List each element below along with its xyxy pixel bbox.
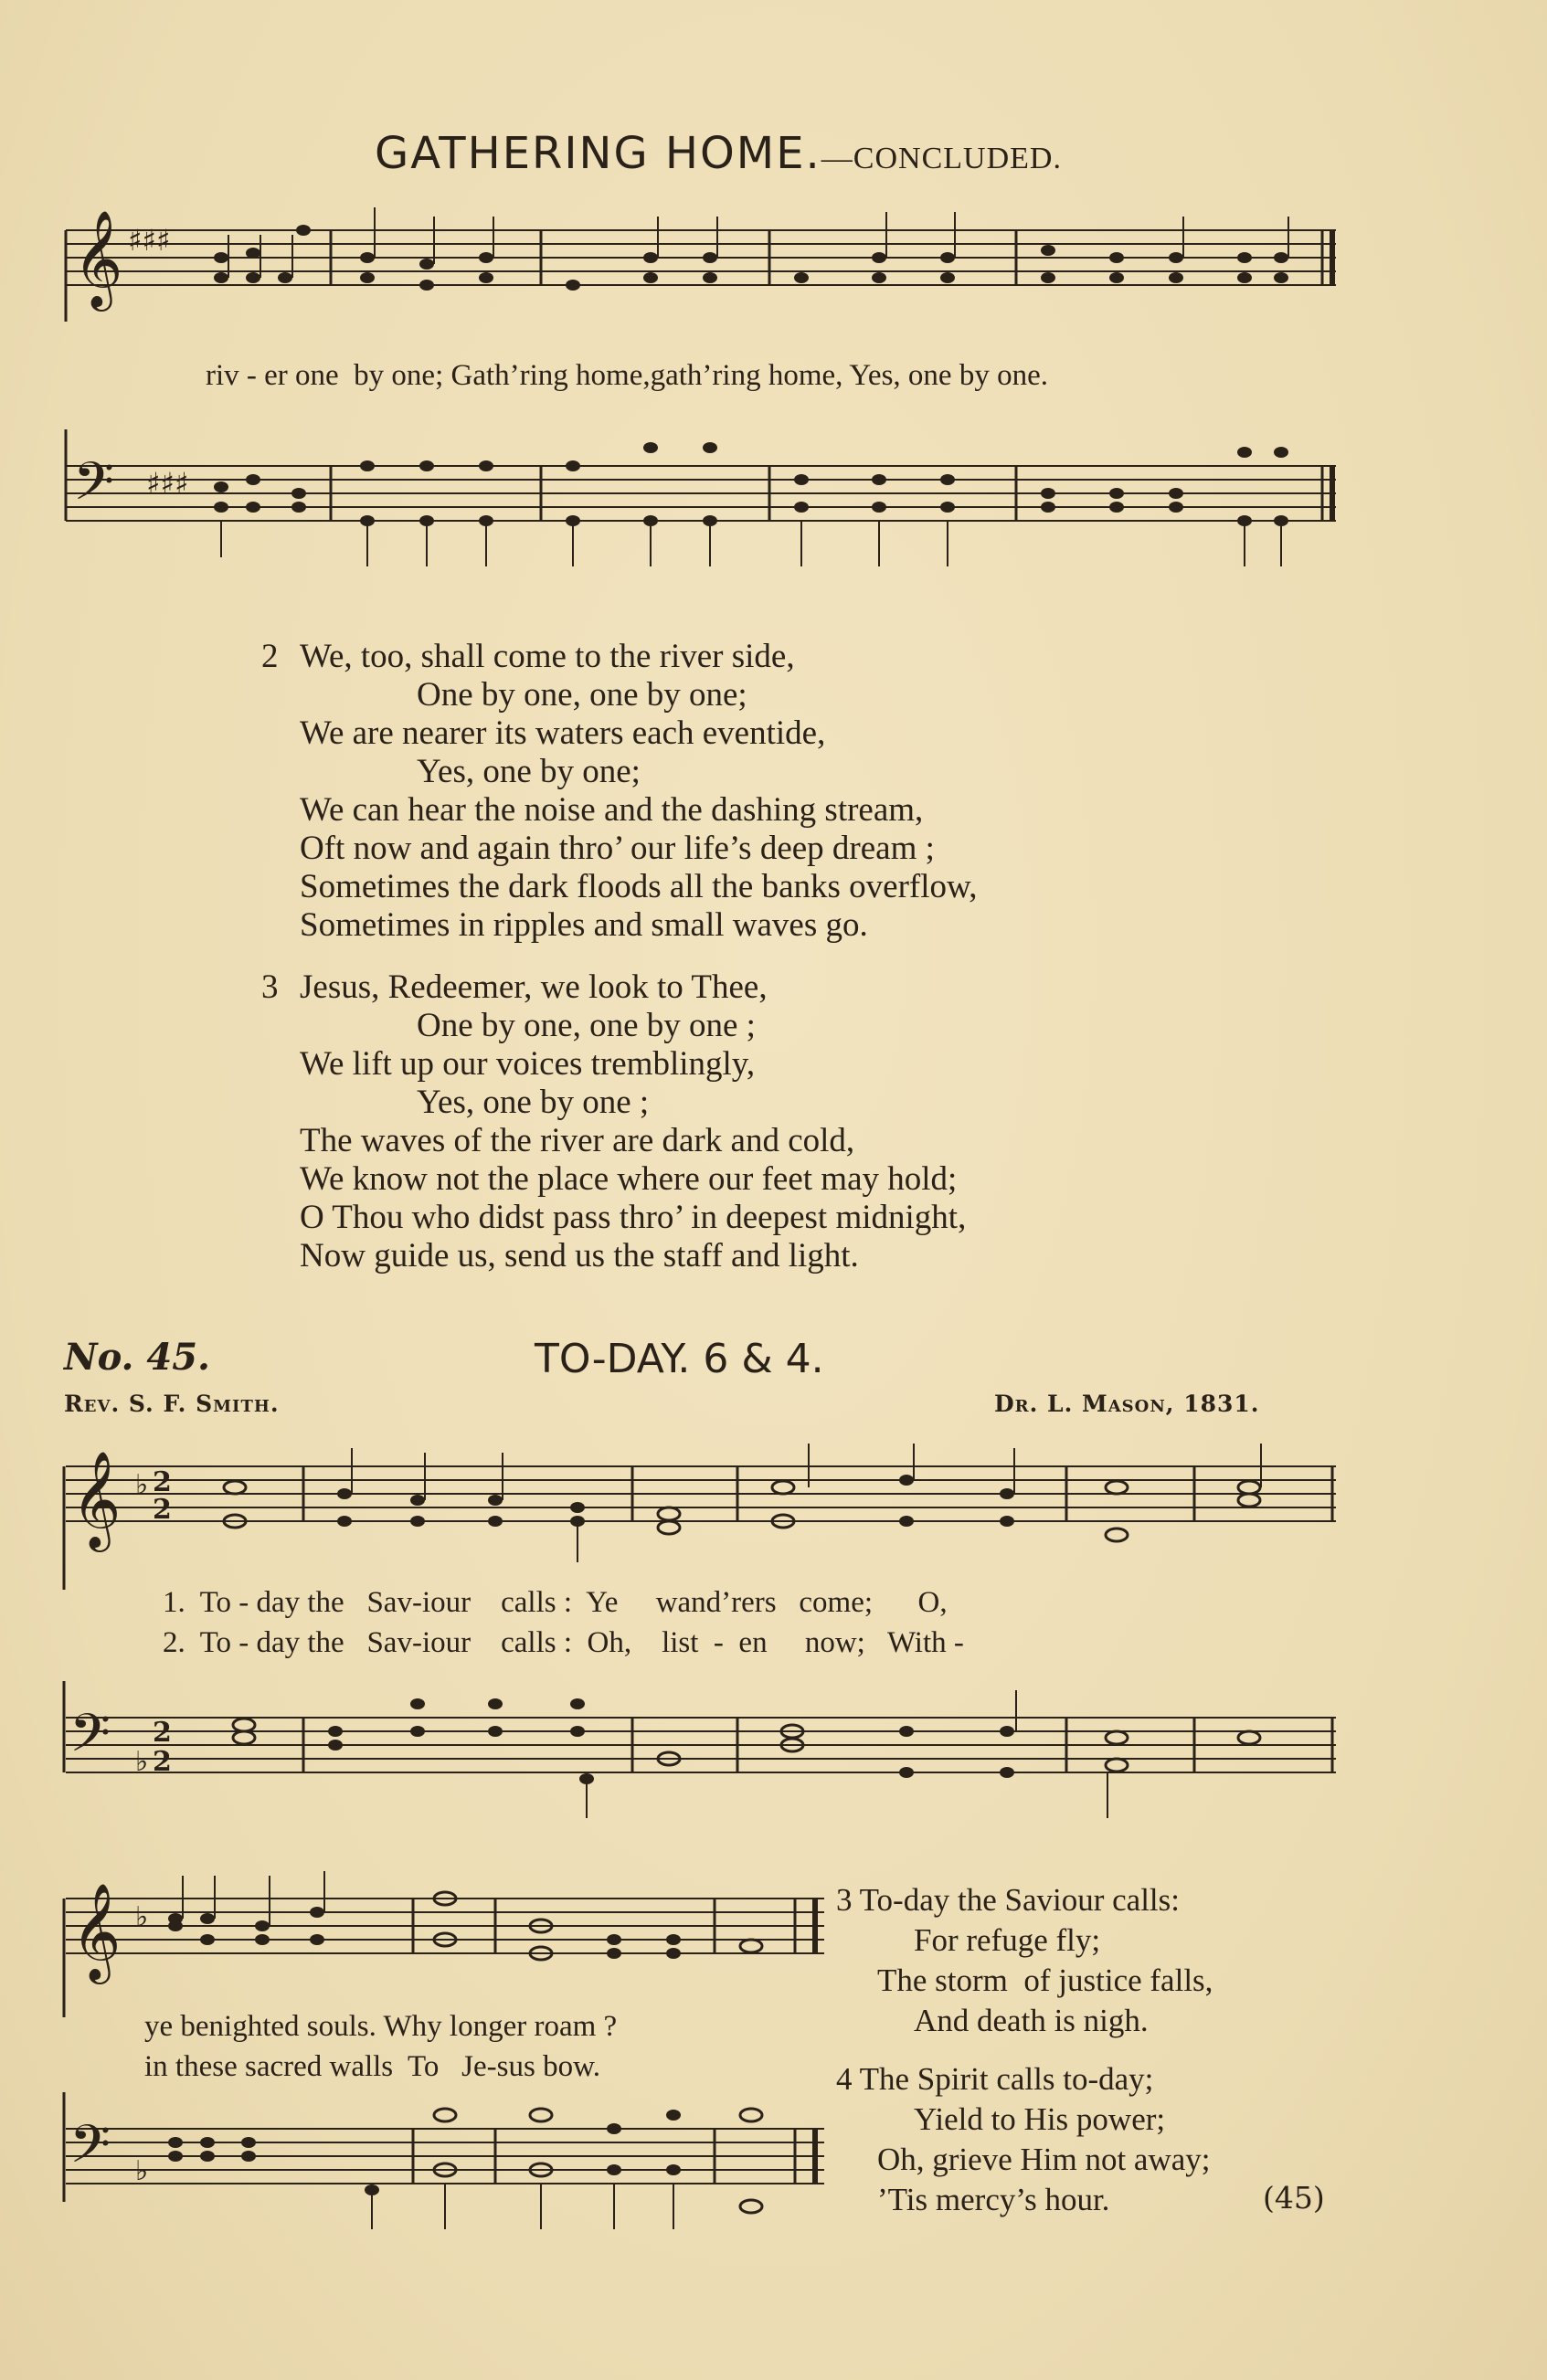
verse-line: One by one, one by one; — [417, 676, 747, 714]
verse-line: We can hear the noise and the dashing stream, — [300, 791, 924, 829]
verse-line: For refuge fly; — [914, 1922, 1101, 1958]
verse-number: 3 — [261, 968, 279, 1006]
hymn-number: No. 45. — [64, 1336, 210, 1379]
verse-line: O Thou who didst pass thro’ in deepest midnight, — [300, 1199, 967, 1236]
svg-text:2: 2 — [153, 1494, 172, 1526]
verse-line: Yield to His power; — [914, 2101, 1166, 2137]
svg-text:♭: ♭ — [135, 1746, 149, 1778]
verse-line: Sometimes the dark floods all the banks overflow, — [300, 868, 978, 905]
treble-staff-1 — [57, 203, 1345, 322]
verse-line: The storm of justice falls, — [877, 1962, 1213, 1998]
treble-staff-3 — [57, 1871, 833, 2017]
verse-line: Oft now and again thro’ our life’s deep dream ; — [300, 830, 935, 867]
lyric-gathering: riv - er one by one; Gath’ring home,gath’ring home, Yes, one by one. — [206, 359, 1048, 392]
lyric-today-3: ye benighted souls. Why longer roam ? — [144, 2010, 618, 2043]
verse-line: One by one, one by one ; — [417, 1007, 756, 1044]
verse-line: And death is nigh. — [914, 2003, 1149, 2038]
title-suffix: —CONCLUDED. — [821, 142, 1062, 175]
verse-line: Oh, grieve Him not away; — [877, 2142, 1211, 2177]
verse-2 — [261, 638, 978, 945]
verse-number: 3 — [836, 1882, 853, 1918]
verse-line: Yes, one by one ; — [417, 1084, 650, 1121]
svg-text:𝄞: 𝄞 — [71, 1450, 122, 1548]
lyric-today-2: 2. To - day the Sav-iour calls : Oh, list - en now; With - — [163, 1626, 964, 1659]
author-credit: Rev. S. F. Smith. — [64, 1391, 280, 1417]
bass-staff-1 — [57, 429, 1345, 603]
composer-credit: Dr. L. Mason, 1831. — [994, 1391, 1260, 1417]
lyric-today-4: in these sacred walls To Je-sus bow. — [144, 2050, 601, 2083]
hymn-title-today: TO-DAY. 6 & 4. — [535, 1336, 824, 1382]
svg-text:𝄢: 𝄢 — [73, 450, 115, 525]
hymn-title: GATHERING HOME. — [375, 128, 821, 179]
verse-line: The waves of the river are dark and cold, — [300, 1122, 855, 1159]
verse-number: 4 — [836, 2061, 853, 2097]
verse-line: ’Tis mercy’s hour. — [877, 2182, 1110, 2217]
bass-staff-2 — [57, 1681, 1345, 1836]
svg-text:♭: ♭ — [135, 2155, 149, 2187]
svg-text:♯♯♯: ♯♯♯ — [128, 223, 171, 258]
svg-text:2: 2 — [153, 1717, 172, 1749]
verse-line: We, too, shall come to the river side, — [300, 638, 795, 675]
verse-3 — [261, 968, 967, 1275]
verse-line: Now guide us, send us the staff and light. — [300, 1237, 859, 1275]
bass-staff-3 — [57, 2092, 833, 2238]
verse-line: To-day the Saviour calls: — [859, 1882, 1181, 1918]
svg-text:𝄞: 𝄞 — [71, 1882, 122, 1980]
verse-line: Yes, one by one; — [417, 753, 641, 790]
page-number: (45) — [1263, 2180, 1325, 2216]
treble-staff-2 — [57, 1444, 1345, 1590]
verse-line: Sometimes in ripples and small waves go. — [300, 906, 868, 944]
svg-text:♭: ♭ — [135, 1901, 149, 1933]
svg-text:𝄞: 𝄞 — [73, 209, 123, 307]
verse-number: 2 — [261, 638, 279, 675]
side-verses — [836, 1880, 1213, 2220]
svg-text:𝄢: 𝄢 — [69, 2113, 111, 2188]
svg-text:♭: ♭ — [135, 1469, 149, 1501]
verse-line: We are nearer its waters each eventide, — [300, 714, 826, 752]
svg-text:♯♯♯: ♯♯♯ — [146, 466, 189, 501]
verse-line: Jesus, Redeemer, we look to Thee, — [300, 968, 768, 1006]
verse-line: We lift up our voices tremblingly, — [300, 1045, 756, 1083]
svg-text:2: 2 — [153, 1466, 172, 1498]
svg-text:𝄢: 𝄢 — [69, 1702, 111, 1777]
page-title — [375, 128, 1062, 179]
verse-line: We know not the place where our feet may hold; — [300, 1160, 958, 1198]
svg-text:2: 2 — [153, 1746, 172, 1778]
lyric-today-1: 1. To - day the Sav-iour calls : Ye wand’rers come; O, — [163, 1586, 948, 1619]
verse-line: The Spirit calls to-day; — [859, 2061, 1154, 2097]
